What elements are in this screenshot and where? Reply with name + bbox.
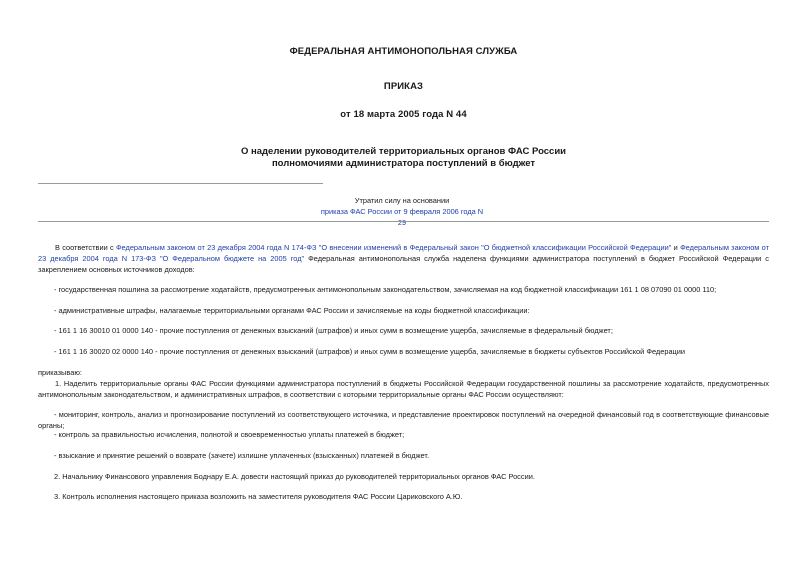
clause-2: 2. Начальнику Финансового управления Боднару Е.А. довести настоящий приказ до руководителей территориальных органов ФАС России. <box>54 472 535 481</box>
law-173-link[interactable]: Федеральным законом от 23 декабря 2004 года N 173-ФЗ "О Федеральном бюджете на 2005 год" <box>38 243 769 263</box>
income-item-federal-code: - 161 1 16 30010 01 0000 140 - прочие поступления от денежных взысканий (штрафов) и иных сумм в возмещение ущерба, зачисляемые в федеральный бюджет; <box>54 326 613 335</box>
intro-text-2: и <box>671 243 681 252</box>
repeal-order-link[interactable]: приказа ФАС России от 9 февраля 2006 года N 29 <box>320 207 484 227</box>
document-title <box>0 146 807 170</box>
intro-text-3: Федеральная антимонопольная служба наделена функциями администратора поступлений в бюджет Российской Федерации с закреплением основных источников доходов: <box>38 254 769 274</box>
clause-1-subitem-control: - контроль за правильностью исчисления, полнотой и своевременностью уплаты платежей в бюджет; <box>54 430 405 439</box>
clause-1-subitem-monitoring: - мониторинг, контроль, анализ и прогнозирование поступлений из соответствующего источника, и представление проектировок поступлений на очередной финансовый год в соответствующие финансовые органы; <box>38 410 769 430</box>
clause-3: 3. Контроль исполнения настоящего приказа возложить на заместителя руководителя ФАС России Цариковского А.Ю. <box>54 492 463 501</box>
note-divider <box>38 221 769 222</box>
law-174-link[interactable]: Федеральным законом от 23 декабря 2004 года N 174-ФЗ "О внесении изменений в Федеральный закон "О бюджетной классификации Российской Федерации" <box>115 243 672 252</box>
intro-paragraph <box>38 242 769 275</box>
income-item-fines: - административные штрафы, налагаемые территориальными органами ФАС России и зачисляемые на коды бюджетной классификации: <box>54 306 530 315</box>
document-type: ПРИКАЗ <box>383 81 424 92</box>
title-line-1: О наделении руководителей территориальных органов ФАС России <box>240 146 567 157</box>
document-date-number: от 18 марта 2005 года N 44 <box>340 109 467 120</box>
status-note <box>316 195 488 228</box>
clause-1: 1. Наделить территориальные органы ФАС России функциями администратора поступлений в бюджеты Российской Федерации государственной пошлины за рассмотрение ходатайств, предусмотренных антимонопольным законодательством, и административных штрафов, в соответствии с которыми территориальные органы ФАС России осуществляют: <box>38 379 769 399</box>
order-word: приказываю: <box>38 368 82 377</box>
income-item-duty: - государственная пошлина за рассмотрение ходатайств, предусмотренных антимонопольным законодательством, зачисляемая на код бюджетной классификации 161 1 08 07090 01 0000 110; <box>54 285 717 294</box>
intro-text-1: В соответствии с <box>55 243 116 252</box>
status-note-text: Утратил силу на основании <box>354 196 450 205</box>
income-item-regional-code: - 161 1 16 30020 02 0000 140 - прочие поступления от денежных взысканий (штрафов) и иных сумм в возмещение ущерба, зачисляемые в бюджеты субъектов Российской Федерации <box>54 347 686 356</box>
title-divider <box>38 183 323 184</box>
clause-1-subitem-refund: - взыскание и принятие решений о возврате (зачете) излишне уплаченных (взысканных) платежей в бюджет. <box>54 451 430 460</box>
agency-name: ФЕДЕРАЛЬНАЯ АНТИМОНОПОЛЬНАЯ СЛУЖБА <box>289 46 518 57</box>
title-line-2: полномочиями администратора поступлений в бюджет <box>271 158 536 169</box>
